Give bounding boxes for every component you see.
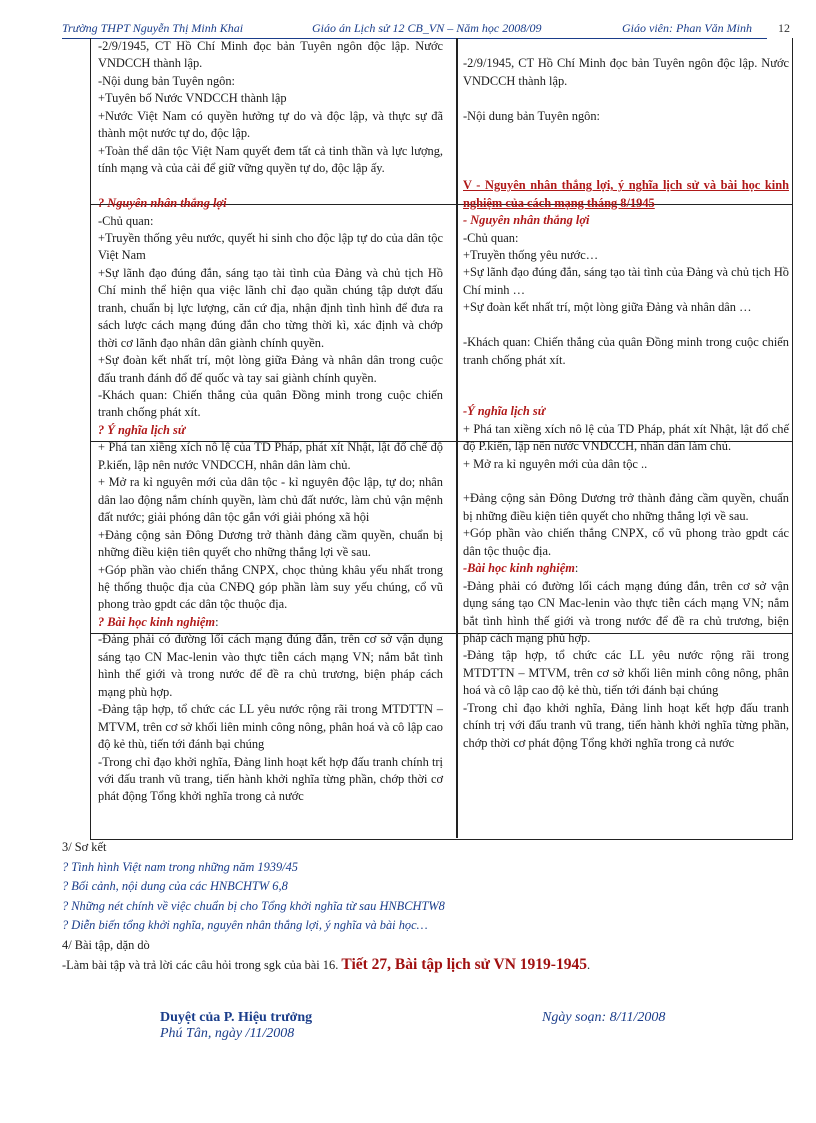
left-cause-heading: ? Nguyên nhân thắng lợi xyxy=(98,196,227,211)
page-number: 12 xyxy=(778,21,790,35)
right-paragraph: -Đảng phải có đường lối cách mạng đúng đắn, trên cơ sở vận dụng sáng tạo CN Mac-lenin vào thực tiễn cách mạng VN; nắm bắt tình hình thế giới và trong nước để đề ra chủ trương, biện pháp cách mạng phù hợp. xyxy=(463,578,789,646)
summary-title: 3/ Sơ kết xyxy=(62,840,107,854)
homework-title: 4/ Bài tập, dặn dò xyxy=(62,937,150,952)
right-paragraph: -Chủ quan: xyxy=(463,230,519,245)
left-paragraph: + Phá tan xiềng xích nô lệ của TD Pháp, phát xít Nhật, lật đổ chế độ P.kiến, lập nên nước VNDCCH, nhân dân làm chủ. xyxy=(98,440,443,472)
summary-section xyxy=(62,838,762,976)
right-paragraph: +Truyền thống yêu nước… xyxy=(463,248,599,263)
summary-item: ? Diễn biến tổng khởi nghĩa, nguyên nhân thắng lợi, ý nghĩa và bài học… xyxy=(62,918,428,932)
approval-title: Duyệt của P. Hiệu trưởng xyxy=(160,1010,313,1025)
left-paragraph: +Sự đoàn kết nhất trí, một lòng giữa Đảng và nhân dân trong cuộc đấu tranh đánh đổ đế quốc và tay sai giành chính quyền. xyxy=(98,353,443,385)
approval-place-date: Phú Tân, ngày /11/2008 xyxy=(160,1026,295,1041)
left-paragraph: +Góp phần vào chiến thắng CNPX, chọc thủng khâu yếu nhất trong hệ thống thuộc địa của CNĐQ góp phần làm suy yếu chúng, cổ vũ phong trào gpdt các dân tộc thuộc địa. xyxy=(98,562,443,612)
left-paragraph: +Sự lãnh đạo đúng đắn, sáng tạo tài tình của Đảng và chủ tịch Hồ Chí minh thể hiện qua việc lãnh chỉ đạo quần chúng tập dượt đấu tranh, chuẩn bị lực lượng, căn cứ địa, nhận định tình hình để đưa ra sách lược cách mạng đúng đắn cho từng thời kì, xác định và chớp thời cơ lãnh đạo nhân dân giành chính quyền. xyxy=(98,265,443,350)
right-meaning-heading: -Ý nghĩa lịch sử xyxy=(463,404,546,419)
right-paragraph: -Đảng tập hợp, tổ chức các LL yêu nước rộng rãi trong MTDTTN – MTVM, trên cơ sở khối liên minh công nông, phân hoá và cô lập cao độ kẻ thù, tiến tới đánh bại chúng xyxy=(463,648,789,698)
left-paragraph: -Chủ quan: xyxy=(98,213,154,228)
left-paragraph: -2/9/1945, CT Hồ Chí Minh đọc bản Tuyên ngôn độc lập. Nước VNDCCH thành lập. xyxy=(98,39,443,71)
homework-period: . xyxy=(586,958,591,972)
right-lesson-heading: -Bài học kinh nghiệm xyxy=(463,561,575,576)
right-lesson-colon: : xyxy=(574,561,579,576)
left-paragraph: -Trong chỉ đạo khởi nghĩa, Đảng linh hoạt kết hợp đấu tranh chính trị với đấu tranh vũ trang, tiến hành khởi nghĩa từng phần, chớp thời cơ phát động Tổng khởi nghĩa trong cả nước xyxy=(98,754,443,804)
left-meaning-heading: ? Ý nghĩa lịch sử xyxy=(98,422,186,437)
right-column xyxy=(463,38,789,838)
header-lesson: Giáo án Lịch sử 12 CB_VN – Năm học 2008/09 xyxy=(312,21,542,35)
right-cause-heading: - Nguyên nhân thắng lợi xyxy=(463,213,590,228)
lesson-table xyxy=(90,38,793,840)
page-header xyxy=(62,20,767,39)
right-paragraph: -Nội dung bản Tuyên ngôn: xyxy=(463,108,600,123)
left-paragraph: -Đảng tập hợp, tổ chức các LL yêu nước rộng rãi trong MTDTTN – MTVM, trên cơ sở khối liên minh công nông, phân hoá và cô lập cao độ kẻ thù, tiến tới đánh bại chúng xyxy=(98,702,443,752)
left-paragraph: -Đảng phải có đường lối cách mạng đúng đắn, trên cơ sở vận dụng sáng tạo CN Mac-lenin vào thực tiễn cách mạng VN; nắm bắt tình hình thế giới và trong nước để đề ra chủ trương, biện pháp cách mạng phù hợp. xyxy=(98,632,443,699)
approval-block xyxy=(160,1010,312,1042)
right-paragraph: +Sự lãnh đạo đúng đắn, sáng tạo tài tình của Đảng và chủ tịch Hồ Chí minh … xyxy=(463,265,789,297)
summary-item: ? Bối cảnh, nội dung của các HNBCHTW 6,8 xyxy=(62,879,288,893)
left-paragraph: +Truyền thống yêu nước, quyết hi sinh cho độc lập tự do của dân tộc Việt Nam xyxy=(98,230,443,263)
right-paragraph: +Đảng cộng sản Đông Dương trở thành đảng cầm quyền, chuẩn bị những điều kiện tiên quyết cho những thắng lợi về sau. xyxy=(463,491,789,523)
right-lesson-heading-row xyxy=(463,560,789,577)
left-paragraph: -Khách quan: Chiến thắng của quân Đồng minh trong cuộc chiến tranh chống phát xít. xyxy=(98,388,443,420)
right-paragraph: +Sự đoàn kết nhất trí, một lòng giữa Đảng và nhân dân … xyxy=(463,300,752,315)
right-paragraph: -Trong chỉ đạo khởi nghĩa, Đảng linh hoạt kết hợp đấu tranh chính trị với đấu tranh vũ trang, tiến hành khởi nghĩa từng phần, chớp thời cơ phát động Tổng khởi nghĩa trong cả nước xyxy=(463,700,789,750)
right-paragraph: + Phá tan xiềng xích nô lệ của TD Pháp, phát xít Nhật, lật đổ chế độ P.kiến, lập nên nước VNDCCH, nhân dân làm chủ. xyxy=(463,421,789,454)
homework-line xyxy=(62,955,762,976)
left-column xyxy=(98,38,443,838)
right-paragraph: -2/9/1945, CT Hồ Chí Minh đọc bản Tuyên ngôn độc lập. Nước VNDCCH thành lập. xyxy=(463,56,789,88)
header-school: Trường THPT Nguyễn Thị Minh Khai xyxy=(62,21,244,35)
left-paragraph: +Nước Việt Nam có quyền hưởng tự do và độc lập, và thực sự đã thành một nước tự do, độc lập. xyxy=(98,108,443,141)
prepared-date: Ngày soạn: 8/11/2008 xyxy=(542,1010,666,1025)
header-teacher: Giáo viên: Phan Văn Minh xyxy=(622,21,752,35)
left-paragraph: +Tuyên bố Nước VNDCCH thành lập xyxy=(98,91,287,106)
left-paragraph: -Nội dung bản Tuyên ngôn: xyxy=(98,73,235,88)
right-paragraph: -Khách quan: Chiến thắng của quân Đồng minh trong cuộc chiến tranh chống phát xít. xyxy=(463,335,789,367)
left-paragraph: +Đảng cộng sản Đông Dương trở thành đảng cầm quyền, chuẩn bị những điều kiện tiên quyết cho những thắng lợi về sau. xyxy=(98,527,443,560)
right-paragraph: + Mở ra kỉ nguyên mới của dân tộc .. xyxy=(463,456,648,471)
left-lesson-heading-row xyxy=(98,614,443,631)
summary-item: ? Những nét chính về việc chuẩn bị cho Tổng khởi nghĩa từ sau HNBCHTW8 xyxy=(62,898,445,913)
right-section-title: V - Nguyên nhân thắng lợi, ý nghĩa lịch sử và bài học kinh nghiệm của cách mạng tháng 8/1945 xyxy=(463,178,789,210)
summary-item: ? Tình hình Việt nam trong những năm 1939/45 xyxy=(62,859,298,874)
left-lesson-heading: ? Bài học kinh nghiệm xyxy=(98,614,216,629)
column-divider xyxy=(456,38,458,838)
right-paragraph: +Góp phần vào chiến thắng CNPX, cổ vũ phong trào gpdt các dân tộc thuộc địa. xyxy=(463,526,789,558)
homework-text: -Làm bài tập và trả lời các câu hỏi trong sgk của bài 16. xyxy=(62,958,342,972)
left-paragraph: +Toàn thể dân tộc Việt Nam quyết đem tất cả tinh thần và lực lượng, tính mạng và của cải để giữ vững quyền tự do, độc lập ấy. xyxy=(98,143,443,176)
left-lesson-colon: : xyxy=(215,614,219,629)
left-paragraph: + Mở ra kỉ nguyên mới của dân tộc - kỉ nguyên độc lập, tự do; nhân dân lao động nắm chính quyền, làm chủ đất nước, làm chủ vận mệnh đất nước; giải phóng dân tộc gắn với giải phóng xã hội xyxy=(98,475,443,525)
next-lesson-title: Tiết 27, Bài tập lịch sử VN 1919-1945 xyxy=(341,956,587,973)
